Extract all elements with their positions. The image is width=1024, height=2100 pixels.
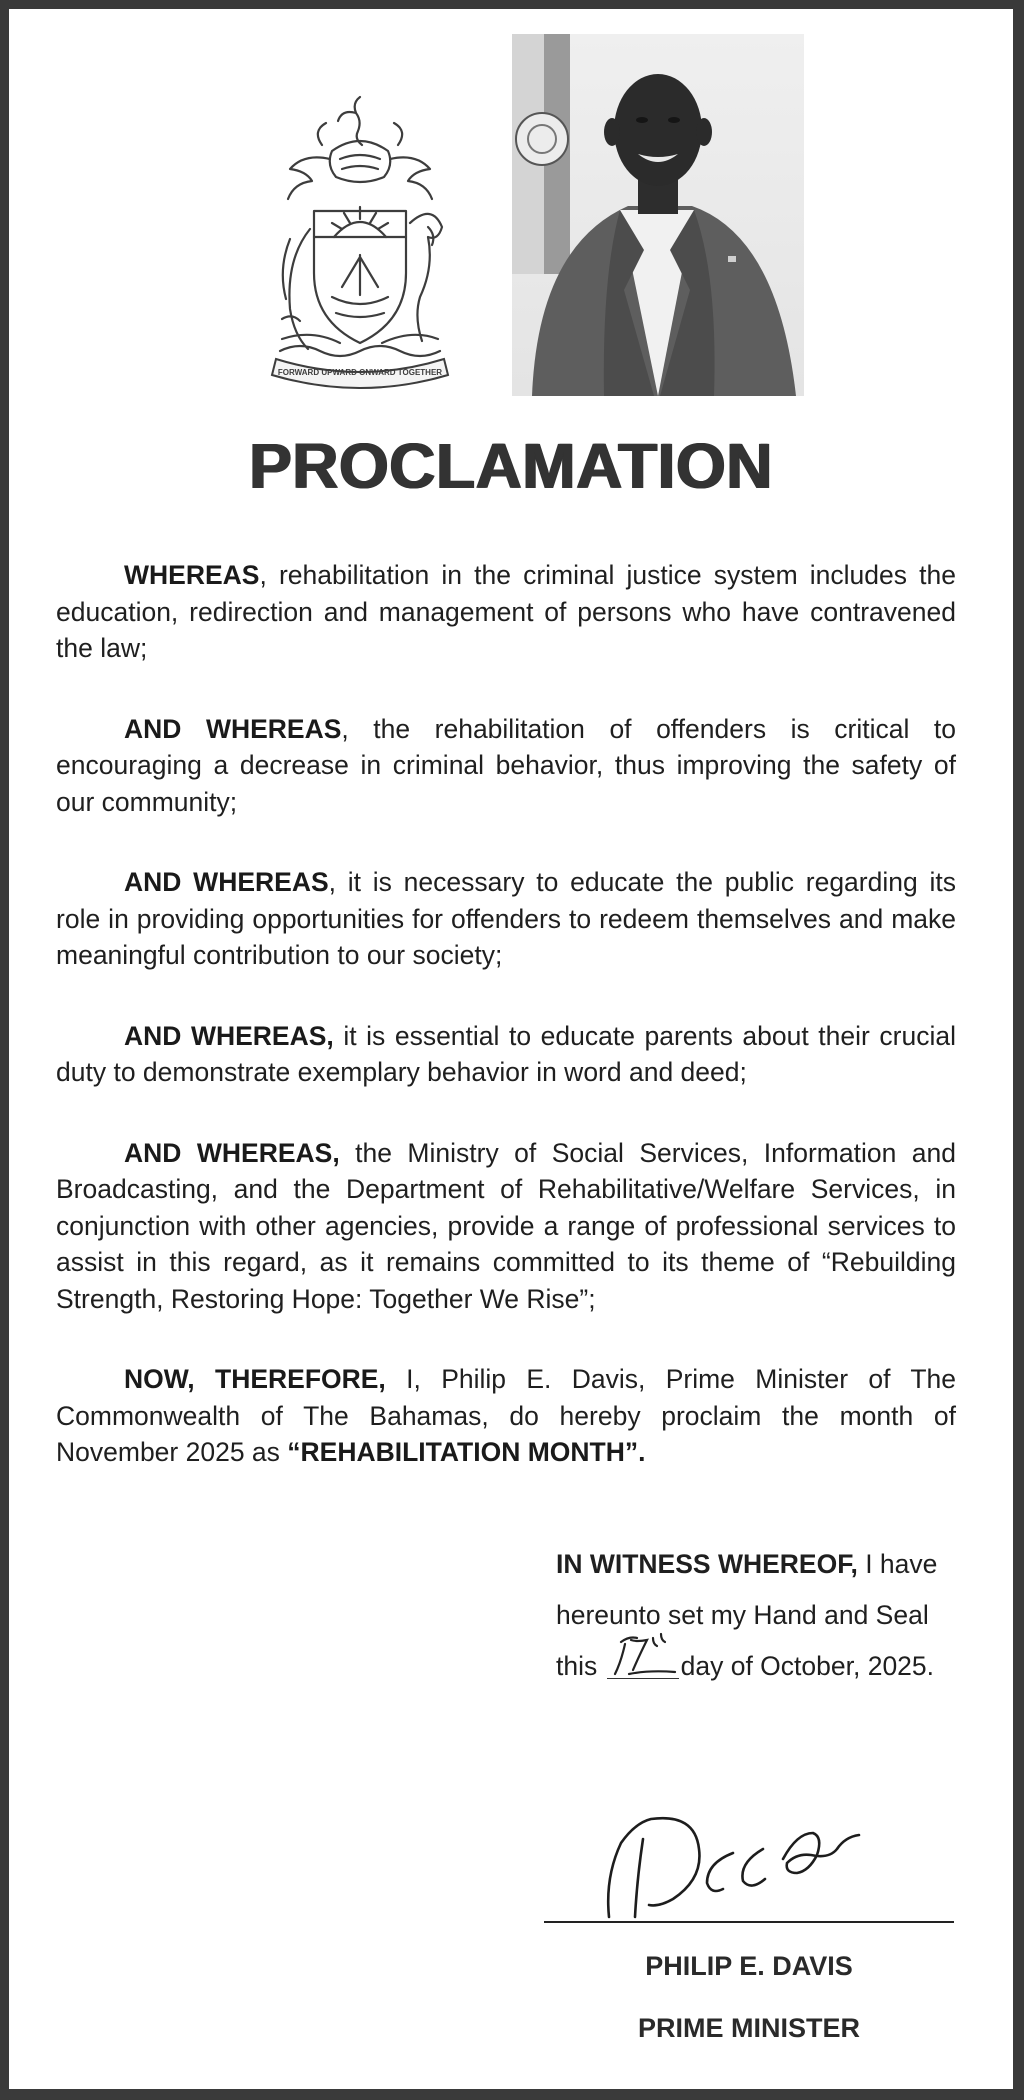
proclamation-paragraph — [56, 1361, 956, 1471]
whereas-paragraph-3 — [56, 864, 956, 974]
signature-line — [544, 1921, 954, 1923]
paragraph-lead: NOW, THEREFORE, — [124, 1364, 386, 1394]
witness-lead: IN WITNESS WHEREOF, — [556, 1549, 858, 1579]
witness-line-2: hereunto set my Hand and Seal — [556, 1600, 929, 1630]
paragraph-lead: WHEREAS — [124, 560, 260, 590]
coat-of-arms-emblem — [252, 89, 467, 389]
whereas-paragraph-5 — [56, 1135, 956, 1318]
signer-name: PHILIP E. DAVIS — [645, 1951, 853, 1981]
rehabilitation-month-label: “REHABILITATION MONTH”. — [287, 1437, 646, 1467]
proclamation-title: PROCLAMATION — [249, 430, 773, 502]
proclamation-body — [56, 557, 956, 1515]
witness-line-3 — [556, 1641, 956, 1692]
signer-title: PRIME MINISTER — [637, 2013, 860, 2043]
handwritten-day — [607, 1648, 679, 1679]
paragraph-text: I, Philip E. Davis, Prime Minister of The Commonwealth of The Bahamas, do hereby proclaim the month of November 2025 as — [56, 1364, 956, 1467]
witness-block — [556, 1539, 956, 1692]
witness-line-1-text: I have — [857, 1549, 938, 1579]
witness-line-1 — [556, 1539, 956, 1590]
paragraph-lead: AND WHEREAS — [124, 713, 342, 744]
crest-motto: FORWARD UPWARD ONWARD TOGETHER — [277, 368, 443, 377]
paragraph-text: , it is necessary to educate the public regarding its role in providing opportunities for offenders to redeem themselves and make meaningful contribution to our society; — [56, 867, 956, 970]
paragraph-lead: AND WHEREAS, — [124, 1137, 340, 1168]
whereas-paragraph-1 — [56, 557, 956, 667]
paragraph-text: the Ministry of Social Services, Information and Broadcasting, and the Department of Rehabilitative/Welfare Services, in conjunction with other agencies, provide a range of professional services to assist in this regard, as it remains committed to its theme of “Rebuilding Strength, Restoring Hope: Together We Rise”; — [56, 1137, 956, 1314]
paragraph-text: it is essential to educate parents about their crucial duty to demonstrate exemplary behavior in word and deed; — [56, 1020, 956, 1087]
paragraph-text: , rehabilitation in the criminal justice system includes the education, redirection and management of persons who have contravened the law; — [56, 560, 956, 663]
whereas-paragraph-2 — [56, 711, 956, 821]
handwritten-day-ink — [607, 1630, 679, 1678]
prime-minister-portrait — [512, 34, 804, 396]
paragraph-lead: AND WHEREAS — [124, 867, 329, 897]
paragraph-text: , the rehabilitation of offenders is critical to encouraging a decrease in criminal behavior, thus improving the safety of our community; — [56, 713, 956, 817]
witness-line-3-pre: this — [556, 1651, 598, 1681]
witness-line-3-post: day of October, 2025. — [680, 1651, 935, 1681]
paragraph-lead: AND WHEREAS, — [124, 1020, 334, 1051]
whereas-paragraph-4 — [56, 1018, 956, 1091]
proclamation-page — [9, 9, 1013, 2089]
handwritten-signature — [587, 1809, 907, 1929]
